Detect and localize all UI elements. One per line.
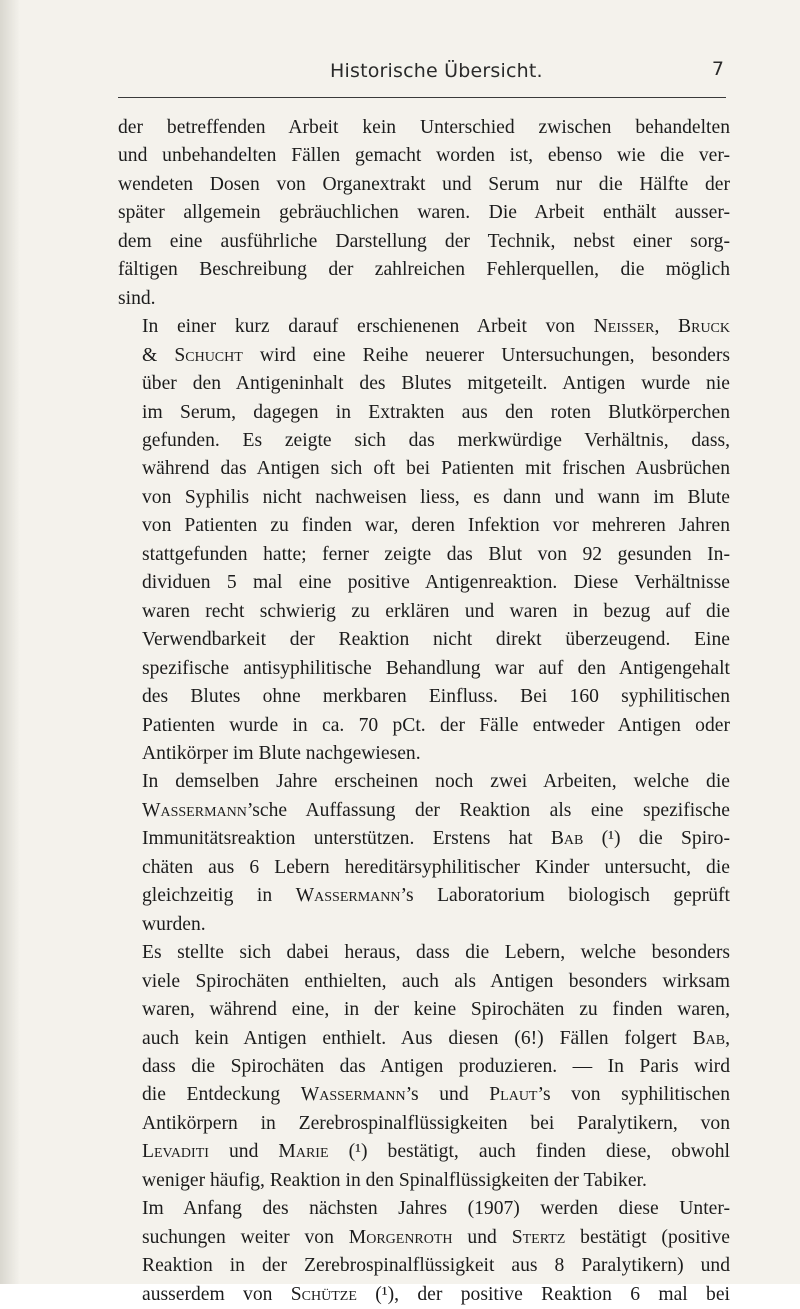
text-line: dividuen 5 mal eine positive Antigenreaktion. Diese Verhältnisse <box>142 572 730 594</box>
text-line: suchungen weiter von Morgenroth und Stertz bestätigt (positive <box>142 1226 731 1248</box>
text-line: auch kein Antigen enthielt. Aus diesen (6!) Fällen folgert Bab, <box>142 1027 730 1049</box>
text-line: Levaditi und Marie (¹) bestätigt, auch finden diese, obwohl <box>142 1141 730 1163</box>
text-line: Es stellte sich dabei heraus, dass die Lebern, welche besonders <box>142 942 730 964</box>
text-line: In demselben Jahre erscheinen noch zwei Arbeiten, welche die <box>142 771 730 793</box>
text-line: gleichzeitig in Wassermann’s Laboratorium biologisch geprüft <box>142 885 731 907</box>
text-line: Im Anfang des nächsten Jahres (1907) werden diese Unter- <box>142 1198 730 1220</box>
text-line: waren, während eine, in der keine Spirochäten zu finden waren, <box>142 999 730 1021</box>
running-header <box>118 54 726 102</box>
text-line: sind. <box>118 287 156 309</box>
author-name: Schucht <box>174 344 243 366</box>
text-line: viele Spirochäten enthielten, auch als Antigen besonders wirksam <box>142 970 730 992</box>
author-name: Levaditi <box>142 1141 209 1163</box>
text-line: waren recht schwierig zu erklären und waren in bezug auf die <box>142 600 730 622</box>
text-line: später allgemein gebräuchlichen waren. Die Arbeit enthält ausser- <box>118 202 730 224</box>
text-line: von Syphilis nicht nachweisen liess, es dann und wann im Blute <box>142 486 730 508</box>
author-name: Schütze <box>290 1283 357 1305</box>
text-line: während das Antigen sich oft bei Patienten mit frischen Ausbrüchen <box>142 458 730 480</box>
paragraph <box>118 313 730 768</box>
author-name: Bab <box>550 828 584 850</box>
running-title: Historische Übersicht. <box>330 60 543 82</box>
text-line: Wassermann’sche Auffassung der Reaktion als eine spezifische <box>142 799 730 821</box>
paragraph <box>118 939 730 1195</box>
author-name: Bruck <box>678 316 730 338</box>
author-name: Wassermann <box>142 799 247 821</box>
text-line: Reaktion in der Zerebrospinalflüssigkeit aus 8 Paralytikern) und <box>142 1255 730 1277</box>
author-name: Marie <box>278 1141 329 1163</box>
text-line: von Patienten zu finden war, deren Infektion vor mehreren Jahren <box>142 515 730 537</box>
text-line: Patienten wurde in ca. 70 pCt. der Fälle entweder Antigen oder <box>142 714 730 736</box>
page-gutter-shadow <box>0 0 20 1284</box>
text-line: Verwendbarkeit der Reaktion nicht direkt überzeugend. Eine <box>142 629 730 651</box>
header-rule <box>118 97 726 98</box>
text-line: des Blutes ohne merkbaren Einfluss. Bei 160 syphilitischen <box>142 686 730 708</box>
text-line: Immunitätsreaktion unterstützen. Erstens hat Bab (¹) die Spiro- <box>142 828 730 850</box>
text-line: Antikörper im Blute nachgewiesen. <box>142 742 421 764</box>
text-line: gefunden. Es zeigte sich das merkwürdige Verhältnis, dass, <box>142 429 730 451</box>
text-line: im Serum, dagegen in Extrakten aus den roten Blutkörperchen <box>142 401 730 423</box>
author-name: Morgenroth <box>348 1226 453 1248</box>
body-text <box>118 114 730 1309</box>
text-line: stattgefunden hatte; ferner zeigte das Blut von 92 gesunden In- <box>142 543 730 565</box>
paragraph <box>118 768 730 939</box>
text-line: wurden. <box>142 913 206 935</box>
author-name: Bab <box>692 1027 726 1049</box>
text-line: spezifische antisyphilitische Behandlung war auf den Antigengehalt <box>142 657 730 679</box>
paragraph <box>118 114 730 313</box>
author-name: Neisser <box>593 316 655 338</box>
author-name: Plaut <box>489 1084 538 1106</box>
text-line: und unbehandelten Fällen gemacht worden ist, ebenso wie die ver- <box>118 145 730 167</box>
text-line: der betreffenden Arbeit kein Unterschied zwischen behandelten <box>118 117 730 138</box>
text-line: die Entdeckung Wassermann’s und Plaut’s von syphilitischen <box>142 1084 731 1106</box>
paragraph <box>118 1195 730 1309</box>
text-line: wendeten Dosen von Organextrakt und Serum nur die Hälfte der <box>118 173 730 195</box>
text-line: In einer kurz darauf erschienenen Arbeit von Neisser, Bruck <box>142 316 730 338</box>
text-line: über den Antigeninhalt des Blutes mitgeteilt. Antigen wurde nie <box>142 373 730 395</box>
text-line: Antikörpern in Zerebrospinalflüssigkeiten bei Paralytikern, von <box>142 1112 730 1134</box>
author-name: Wassermann <box>295 885 401 907</box>
text-line: fältigen Beschreibung der zahlreichen Fehlerquellen, die möglich <box>118 259 730 281</box>
text-line: dem eine ausführliche Darstellung der Technik, nebst einer sorg- <box>118 230 730 252</box>
page-number: 7 <box>711 58 724 80</box>
author-name: Wassermann <box>300 1084 406 1106</box>
author-name: Stertz <box>511 1226 566 1248</box>
text-line: weniger häufig, Reaktion in den Spinalflüssigkeiten der Tabiker. <box>142 1169 647 1191</box>
text-line: chäten aus 6 Lebern hereditärsyphilitischer Kinder untersucht, die <box>142 856 730 878</box>
text-line: ausserdem von Schütze (¹), der positive Reaktion 6 mal bei <box>142 1283 730 1305</box>
text-line: & Schucht wird eine Reihe neuerer Untersuchungen, besonders <box>142 344 731 366</box>
text-line: dass die Spirochäten das Antigen produzieren. — In Paris wird <box>142 1055 730 1077</box>
